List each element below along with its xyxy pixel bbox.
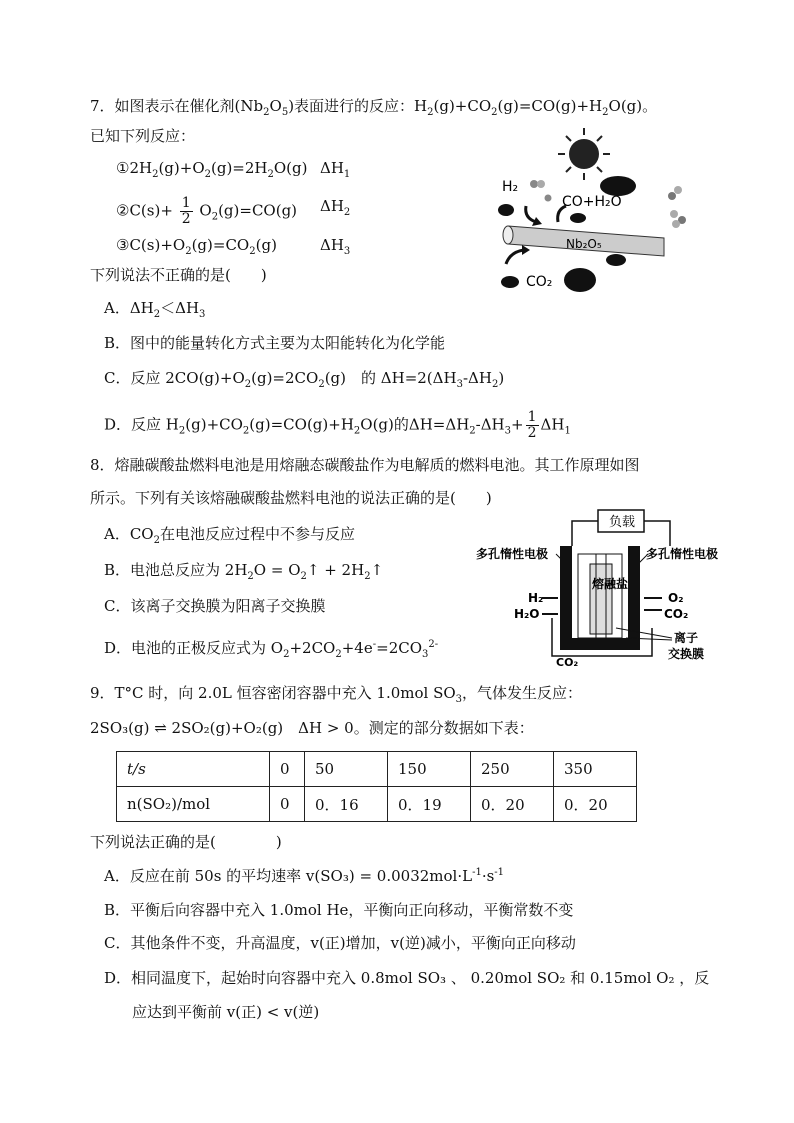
q9-option-d[interactable]: D．相同温度下，起始时向容器中充入 0.8mol SO₃ 、 0.20mol SO₂ 和 0.15mol O₂ ，反 [104,969,710,987]
table-cell: t/s [117,752,270,787]
cell-body [560,546,640,650]
q8-option-c[interactable]: C．该离子交换膜为阳离子交换膜 [104,597,326,615]
fig-membrane-label-2: 交换膜 [668,647,705,661]
table-cell: 250 [471,752,554,787]
catalyst-particle-icon [600,176,636,196]
table-row [117,787,637,822]
q9-data-table [116,751,637,822]
half-fraction-d: $\frac{1}{2}$ [527,409,537,441]
q7-option-d[interactable]: D．反应 $H_2(g)+CO_2(g)=CO(g)+H_2O(g)$的$\Delta H=\Delta H_2-\Delta H_3+$ $\frac{1}{2}$ $\Delta H_1$ [104,409,571,441]
q9-option-c[interactable]: C．其他条件不变，升高温度，v(正)增加，v(逆)减小，平衡向正向移动 [104,934,576,952]
table-cell: 0．16 [305,787,388,822]
q7-option-a[interactable]: A．$\Delta H_2<\Delta H_3$ [104,299,206,320]
q8-option-b[interactable]: B．电池总反应为 $2H_2O$ = $O_2↑$ + $2H_2↑$ [104,561,384,582]
q7-option-c[interactable]: C．反应 $2CO(g)+O_2(g)=2CO_2(g)$ 的 $\Delta H=2(\Delta H_3-\Delta H_2)$ [104,369,505,390]
table-cell: 50 [305,752,388,787]
q9-stem: 9．T°C 时，向 2.0L 恒容密闭容器中充入 1.0mol $SO_3$，气体发生反应： [90,684,583,705]
fig-co2-input: CO₂ [664,607,689,621]
fuel-cell-figure [476,508,736,668]
fig-o2-input: O₂ [668,591,684,605]
table-cell: 0．20 [554,787,637,822]
q9-equation: 2SO₃(g) ⇌ 2SO₂(g)+O₂(g) ΔH > 0。测定的部分数据如下表： [90,719,534,737]
q9-option-b[interactable]: B．平衡后向容器中充入 1.0mol He，平衡向正向移动，平衡常数不变 [104,901,574,919]
q7-reaction-3: $③C(s)+O_2(g)=CO_2(g)$ [116,236,277,257]
fig-co2-label: CO₂ [526,274,553,290]
h2-molecule-icon [530,180,538,188]
table-cell: 0．20 [471,787,554,822]
q8-stem-line1: 8．熔融碳酸盐燃料电池是用熔融态碳酸盐作为电解质的燃料电池。其工作原理如图 [90,456,640,474]
q8-stem-line2: 所示。下列有关该熔融碳酸盐燃料电池的说法正确的是( ) [90,489,492,507]
q7-stem: 7．如图表示在催化剂$(Nb_2O_5)$表面进行的反应：$H_2(g)+CO_2(g)=CO(g)+H_2O(g)$。 [90,97,658,118]
table-cell: 150 [388,752,471,787]
fig-h2-input: H₂ [528,591,544,605]
table-cell: 0．19 [388,787,471,822]
fig-h2-label: H₂ [502,179,519,195]
table-cell: 0 [270,787,305,822]
q7-reaction-2: ②C(s)+ $\frac{1}{2}$ $O_2(g)=CO(g)$ [116,195,298,227]
q7-option-b[interactable]: B．图中的能量转化方式主要为太阳能转化为化学能 [104,334,446,352]
table-cell: 350 [554,752,637,787]
table-cell: 0 [270,752,305,787]
fig-catalyst-label: Nb₂O₅ [566,237,602,251]
sun-icon [558,128,610,180]
q9-question: 下列说法正确的是( ) [90,833,282,851]
q7-question: 下列说法不正确的是( ) [90,266,267,284]
fig-membrane-label-1: 离子 [674,631,699,645]
table-row [117,752,637,787]
fig-h2o-output: H₂O [514,607,540,621]
q7-known: 已知下列反应： [90,127,196,145]
table-cell: n(SO₂)/mol [117,787,270,822]
q8-option-d[interactable]: D．电池的正极反应式为 $O_2+2CO_2+4e^-=2CO_3^{2-}$ [104,639,439,660]
fig-load-label: 负载 [609,515,636,530]
q7-dh1: $\Delta H_1$ [320,159,351,180]
half-fraction: $\frac{1}{2}$ [181,195,191,227]
q9-option-d-cont: 应达到平衡前 v(正) < v(逆) [132,1003,320,1021]
fig-salt-label: 熔融盐 [592,577,629,591]
q8-option-a[interactable]: A．$CO_2$在电池反应过程中不参与反应 [104,525,355,546]
q9-option-a[interactable]: A．反应在前 50s 的平均速率 $v(SO_3) = 0.0032mol\cdot L^{-1}\cdot s^{-1}$ [104,867,505,885]
fig-product-label: CO+H₂O [562,194,622,210]
q7-dh3: $\Delta H_3$ [320,236,351,257]
fig-co2-output: CO₂ [556,656,579,668]
q7-reaction-1: $①2H_2(g)+O_2(g)=2H_2O(g)$ [116,159,308,180]
photocatalysis-figure [496,126,686,296]
fig-left-electrode-label: 多孔惰性电极 [476,547,549,561]
q7-dh2: $\Delta H_2$ [320,197,351,218]
fig-right-electrode-label: 多孔惰性电极 [646,547,719,561]
